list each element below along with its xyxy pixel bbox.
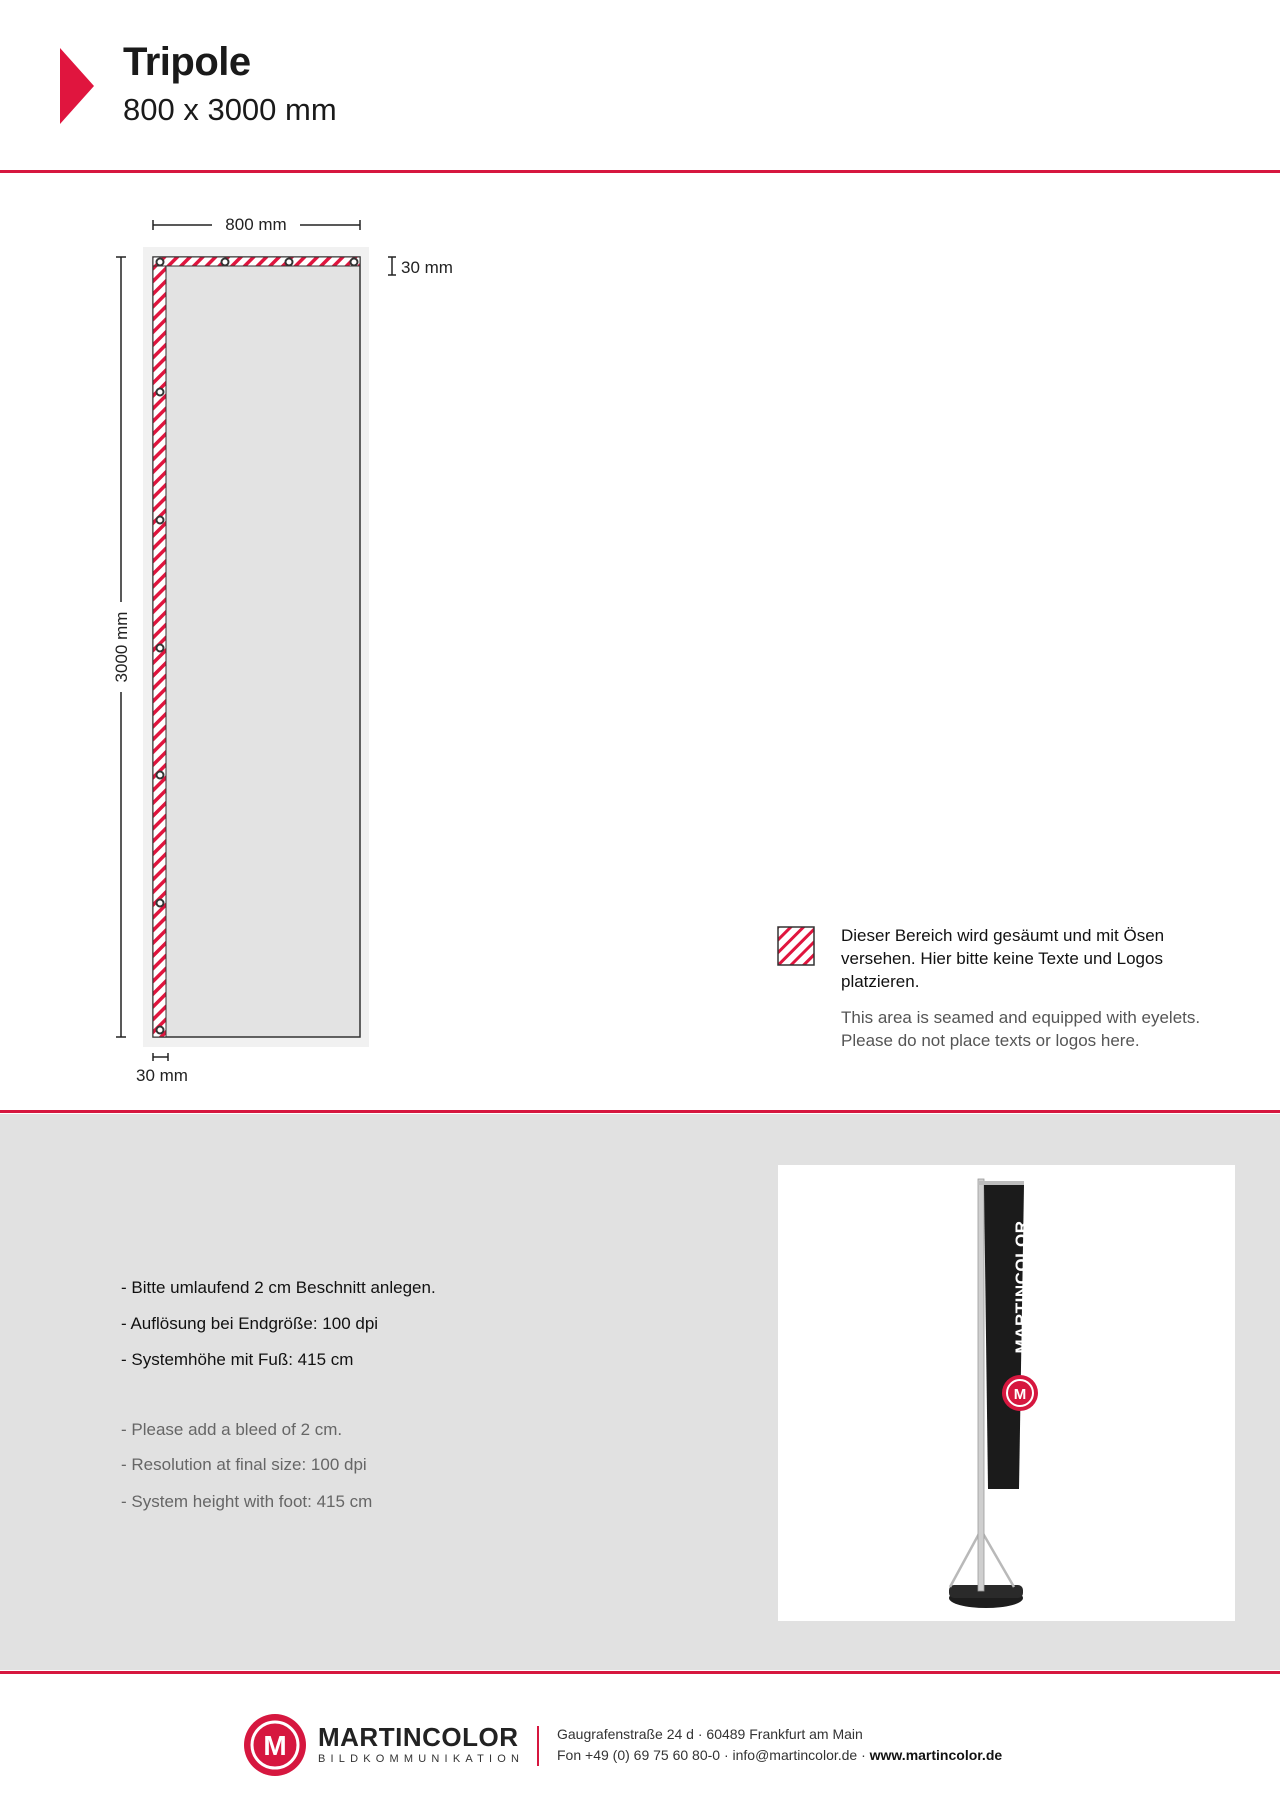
tripole-flag-illustration	[778, 1165, 1235, 1621]
hem-top-label: 30 mm	[401, 258, 453, 277]
martincolor-logo-icon	[242, 1712, 308, 1778]
footer-separator	[537, 1726, 539, 1766]
hem-side-dimension	[153, 1053, 168, 1061]
flag-logo-letter: M	[1013, 1386, 1027, 1403]
flag-brand-text: MARTINCOLOR	[1012, 1220, 1031, 1354]
brand-name: MARTINCOLOR	[318, 1722, 519, 1752]
spec-de-item: - Auflösung bei Endgröße: 100 dpi	[121, 1314, 379, 1333]
eyelet	[157, 1027, 164, 1034]
eyelet	[222, 259, 229, 266]
eyelet	[351, 259, 358, 266]
eyelet	[286, 259, 293, 266]
footer-contact: Fon +49 (0) 69 75 60 80-0 · info@martincolor.de · www.martincolor.de	[557, 1747, 1003, 1763]
header-arrow-icon	[60, 48, 94, 124]
eyelet	[157, 389, 164, 396]
eyelet	[157, 645, 164, 652]
page-title: Tripole	[123, 40, 251, 84]
height-label: 3000 mm	[112, 611, 131, 683]
eyelet	[157, 772, 164, 779]
banner-area	[153, 257, 360, 1037]
eyelet	[157, 900, 164, 907]
spec-de-item: - Bitte umlaufend 2 cm Beschnitt anlegen.	[121, 1278, 436, 1297]
hem-top-dimension	[388, 257, 396, 275]
eyelet	[157, 259, 164, 266]
footer-divider	[0, 1671, 1280, 1674]
footer-address: Gaugrafenstraße 24 d · 60489 Frankfurt am Main	[557, 1726, 863, 1742]
hatch-swatch-icon	[777, 926, 815, 966]
spec-en-item: - Resolution at final size: 100 dpi	[121, 1455, 367, 1474]
template-drawing	[0, 190, 560, 1100]
footer-website-link[interactable]: www.martincolor.de	[869, 1747, 1003, 1763]
spec-en-item: - Please add a bleed of 2 cm.	[121, 1420, 343, 1439]
legend-text-en: This area is seamed and equipped with eyelets. Please do not place texts or logos here.	[841, 1008, 1201, 1050]
hem-side-label: 30 mm	[136, 1066, 188, 1085]
product-photo	[778, 1165, 1235, 1621]
svg-text:M: M	[263, 1730, 287, 1761]
spec-en-item: - System height with foot: 415 cm	[121, 1492, 373, 1511]
page-subtitle: 800 x 3000 mm	[123, 92, 337, 127]
width-label: 800 mm	[225, 215, 287, 234]
section-divider	[0, 1110, 1280, 1113]
spec-de-item: - Systemhöhe mit Fuß: 415 cm	[121, 1350, 354, 1369]
header-divider	[0, 170, 1280, 173]
hem-top	[153, 257, 360, 266]
eyelet	[157, 517, 164, 524]
legend-text-de: Dieser Bereich wird gesäumt und mit Ösen versehen. Hier bitte keine Texte und Logos platzieren.	[841, 926, 1165, 991]
brand-tagline: BILDKOMMUNIKATION	[318, 1753, 525, 1765]
